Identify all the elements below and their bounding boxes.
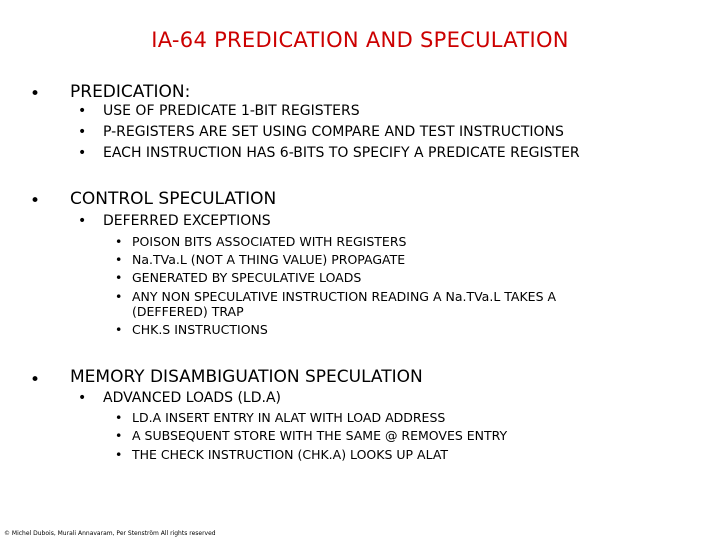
list-item: EACH INSTRUCTION HAS 6-BITS TO SPECIFY A PREDICATE REGISTER <box>103 145 580 161</box>
bullet-icon: • <box>78 145 87 161</box>
bullet-icon: • <box>115 234 123 249</box>
sub-list-item-continuation: (DEFFERED) TRAP <box>132 304 244 319</box>
bullet-icon: • <box>78 213 87 229</box>
copyright-footer: © Michel Dubois, Murali Annavaram, Per Stenström All rights reserved <box>4 530 216 537</box>
sub-list-item: ANY NON SPECULATIVE INSTRUCTION READING A Na.TVa.L TAKES A <box>132 289 557 304</box>
slide-title: IA-64 PREDICATION AND SPECULATION <box>151 28 569 52</box>
list-item: DEFERRED EXCEPTIONS <box>103 213 271 229</box>
section-heading: PREDICATION: <box>70 82 191 102</box>
sub-list-item: Na.TVa.L (NOT A THING VALUE) PROPAGATE <box>132 252 406 267</box>
sub-list-item: CHK.S INSTRUCTIONS <box>132 322 268 337</box>
bullet-icon: • <box>78 124 87 140</box>
bullet-icon: • <box>115 289 123 304</box>
section-heading: CONTROL SPECULATION <box>70 189 277 209</box>
bullet-icon: • <box>115 322 123 337</box>
bullet-icon: • <box>78 390 87 406</box>
sub-list-item: POISON BITS ASSOCIATED WITH REGISTERS <box>132 234 407 249</box>
section-heading: MEMORY DISAMBIGUATION SPECULATION <box>70 367 423 387</box>
bullet-icon: • <box>30 370 41 390</box>
list-item: USE OF PREDICATE 1-BIT REGISTERS <box>103 103 360 119</box>
bullet-icon: • <box>30 84 41 104</box>
sub-list-item: THE CHECK INSTRUCTION (CHK.A) LOOKS UP ALAT <box>132 447 449 462</box>
sub-list-item: A SUBSEQUENT STORE WITH THE SAME @ REMOVES ENTRY <box>132 428 508 443</box>
sub-list-item: LD.A INSERT ENTRY IN ALAT WITH LOAD ADDRESS <box>132 410 446 425</box>
bullet-icon: • <box>115 252 123 267</box>
list-item: ADVANCED LOADS (LD.A) <box>103 390 281 406</box>
bullet-icon: • <box>30 191 41 211</box>
bullet-icon: • <box>78 103 87 119</box>
list-item: P-REGISTERS ARE SET USING COMPARE AND TEST INSTRUCTIONS <box>103 124 564 140</box>
sub-list-item: GENERATED BY SPECULATIVE LOADS <box>132 270 362 285</box>
bullet-icon: • <box>115 428 123 443</box>
bullet-icon: • <box>115 410 123 425</box>
bullet-icon: • <box>115 447 123 462</box>
bullet-icon: • <box>115 270 123 285</box>
